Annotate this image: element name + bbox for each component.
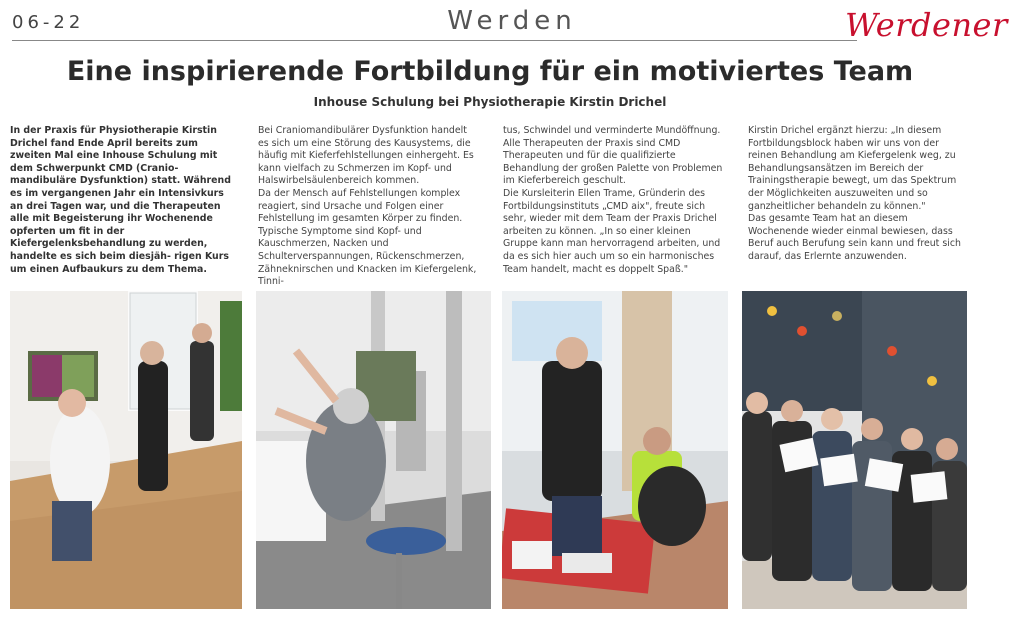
brand-logo: Werdener xyxy=(845,6,1008,44)
paragraph: tus, Schwindel und verminderte Mundöffnung. xyxy=(503,125,721,136)
text-column-1 xyxy=(10,125,232,276)
paragraph: Die Kursleiterin Ellen Trame, Gründerin des Fortbildungsinstituts „CMD aix", freute sich sehr, wieder mit dem Team der Praxis Drichel arbeiten zu können. „In so einer kleinen Gruppe kann man hervorragend arbeiten, und da es sich hier auch um so ein harmonisches Team handelt, macht es doppelt Spaß." xyxy=(503,187,721,275)
photo-team-certificates xyxy=(742,291,967,609)
paragraph: Das gesamte Team hat an diesem Wochenende wieder einmal bewiesen, dass Beruf auch Berufung sein kann und freut sich darauf, das Erlernte anzuwenden. xyxy=(748,213,961,262)
text-column-4 xyxy=(748,125,970,264)
paragraph: Da der Mensch auf Fehlstellungen komplex reagiert, sind Ursache und Folgen einer Fehlstellung im gesamten Körper zu finden. Typische Symptome sind Kopf- und Kauschmerzen, Nacken und Schulterverspannungen, Rückenschmerzen, Zähneknirschen und Knacken im Kiefergelenk, Tinni- xyxy=(258,187,477,288)
photo-treatment-room xyxy=(10,291,242,609)
photo-jaw-treatment xyxy=(502,291,728,609)
text-column-2 xyxy=(258,125,480,289)
header-rule xyxy=(12,40,857,41)
paragraph: Bei Craniomandibulärer Dysfunktion handelt es sich um eine Störung des Kausystems, die häufig mit Kieferfehlstellungen einhergeht. Es kann vielfach zu Schmerzen im Kopf- und Halswirbelsäulenbereich kommen. xyxy=(258,125,474,187)
article-headline: Eine inspirierende Fortbildung für ein motiviertes Team xyxy=(66,56,914,87)
paragraph: In der Praxis für Physiotherapie Kirstin Drichel fand Ende April bereits zum zweiten Mal eine Inhouse Schulung mit dem Schwerpunkt CMD (Cranio-mandibuläre Dysfunktion) statt. Während es im vergangenen Jahr ein Intensivkurs an drei Tagen war, und die Therapeuten alle mit Begeisterung ihr Wochenende opferten um fit in der Kiefergelenksbehandlung zu werden, handelte es sich beim diesjäh- rigen Kurs um einen Aufbaukurs zu dem Thema. xyxy=(10,125,231,275)
paragraph: Kirstin Drichel ergänzt hierzu: „In diesem Fortbildungsblock haben wir uns von der reinen Behandlung am Kiefergelenk weg, zu Behandlungsansätzen im Bereich der Trainingstherapie bewegt, um das Spektrum der Möglichkeiten auszuweiten und so ganzheitlicher behandeln zu können." xyxy=(748,125,957,212)
page-header xyxy=(0,0,1024,50)
text-column-3 xyxy=(503,125,725,276)
issue-number: 06-22 xyxy=(12,12,85,33)
section-title: Werden xyxy=(447,6,577,36)
paragraph: Alle Therapeuten der Praxis sind CMD Therapeuten und für die qualifizierte Behandlung der großen Palette von Problemen im Kieferbereich geschult. xyxy=(503,137,723,187)
photo-training-machine xyxy=(256,291,491,609)
article-subline: Inhouse Schulung bei Physiotherapie Kirstin Drichel xyxy=(313,95,667,109)
